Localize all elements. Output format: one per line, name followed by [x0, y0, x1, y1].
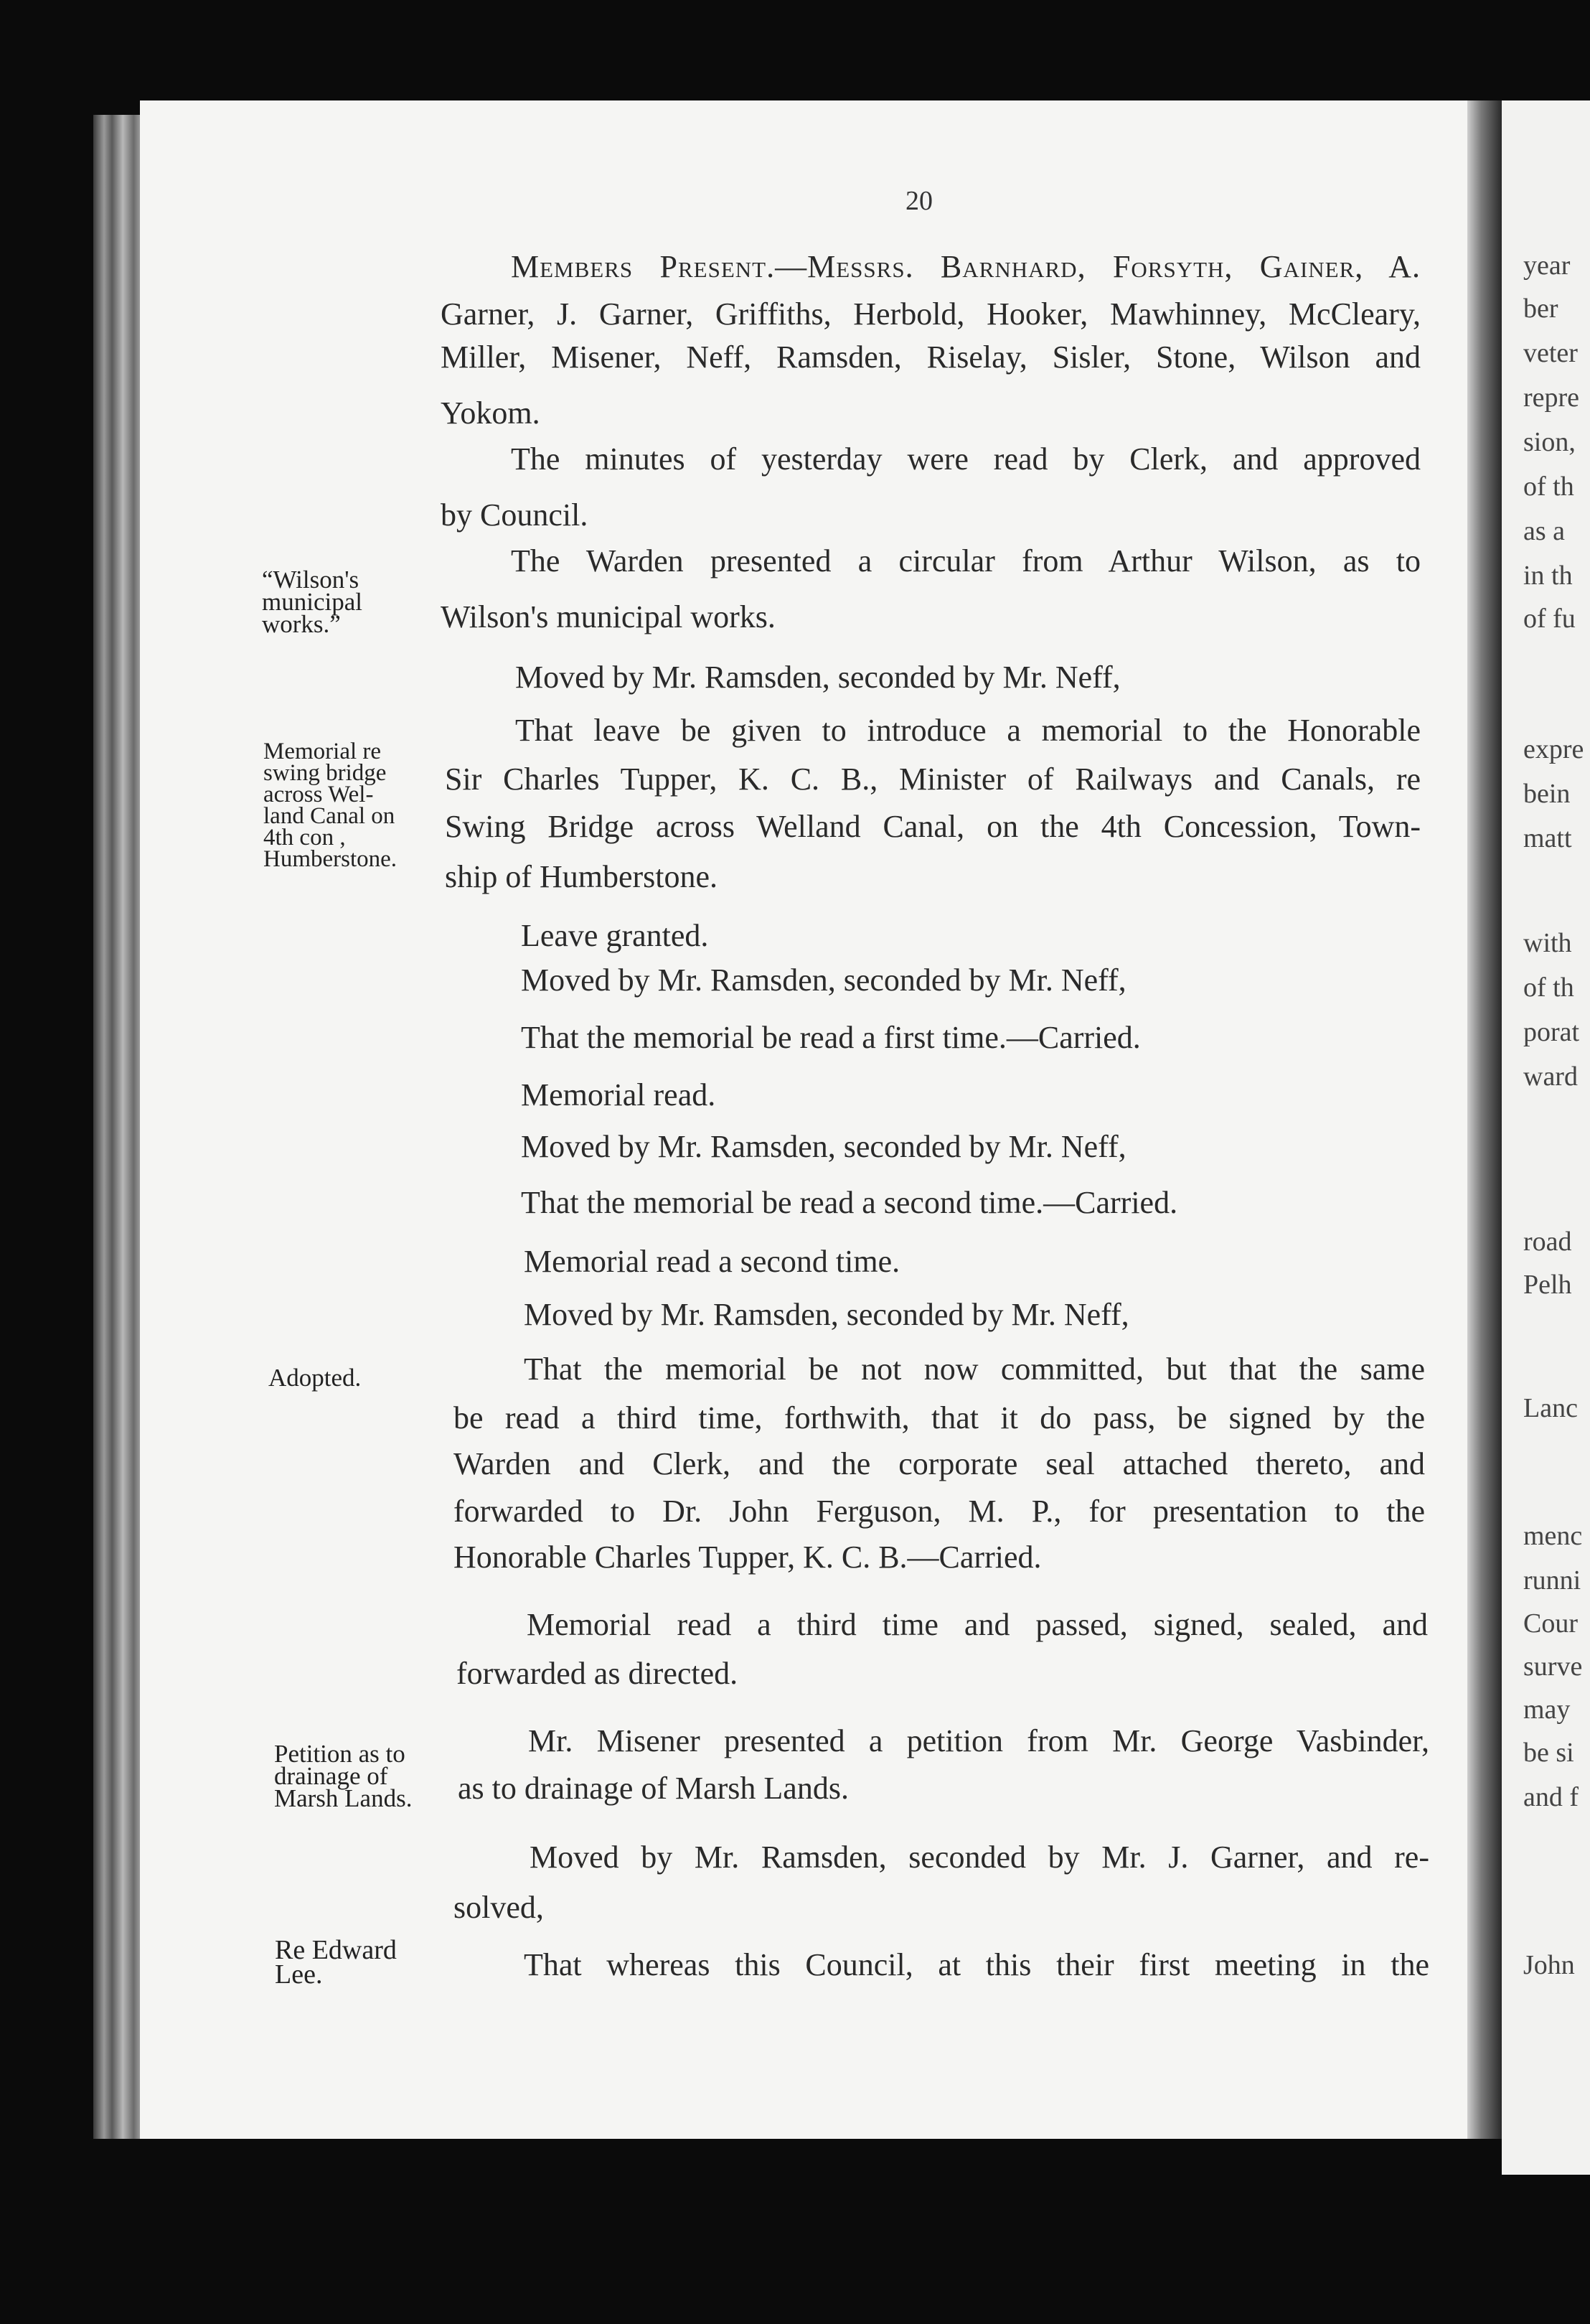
margin-note-petition: Petition as to drainage of Marsh Lands.	[274, 1740, 413, 1812]
margin-note-wilson: “Wilson's municipal works.”	[262, 566, 362, 638]
text-line: be read a third time, forthwith, that it do pass, be signed by the	[453, 1400, 1425, 1435]
margin-note-memorial-swing-bridge: Memorial re swing bridge across Wel- land Canal on 4th con , Humberstone.	[263, 739, 398, 872]
facing-fragment: Lanc	[1523, 1393, 1578, 1423]
facing-fragment: Cour	[1523, 1608, 1578, 1639]
facing-fragment: John	[1523, 1950, 1575, 1980]
text-line: The minutes of yesterday were read by Clerk, and approved	[511, 441, 1421, 477]
text-line: That the memorial be not now committed, but that the same	[524, 1351, 1425, 1387]
text-line: forwarded as directed.	[456, 1656, 738, 1691]
text-line: Moved by Mr. Ramsden, seconded by Mr. Neff,	[524, 1297, 1129, 1332]
text-line: That whereas this Council, at this their first meeting in the	[524, 1947, 1429, 1982]
facing-fragment: ward	[1523, 1062, 1578, 1092]
text-line: The Warden presented a circular from Arthur Wilson, as to	[511, 543, 1421, 578]
text-line: Moved by Mr. Ramsden, seconded by Mr. Neff,	[515, 660, 1121, 695]
text-line-members-present: Members Present.—Messrs. Barnhard, Forsyth, Gainer, A.	[511, 249, 1421, 284]
margin-note-adopted: Adopted.	[268, 1364, 362, 1392]
book-binding	[93, 115, 147, 2139]
facing-fragment: as a	[1523, 516, 1566, 546]
text-line: Memorial read a second time.	[524, 1244, 900, 1279]
text-line: ship of Humberstone.	[445, 859, 718, 894]
text-line: Swing Bridge across Welland Canal, on the 4th Concession, Town-	[445, 809, 1421, 844]
facing-fragment: sion,	[1523, 427, 1576, 457]
facing-fragment: bein	[1523, 779, 1571, 809]
text-line: forwarded to Dr. John Ferguson, M. P., for presentation to the	[453, 1494, 1425, 1529]
facing-fragment: of th	[1523, 472, 1574, 502]
text-line: Mr. Misener presented a petition from Mr. George Vasbinder,	[528, 1723, 1429, 1758]
text-line: Moved by Mr. Ramsden, seconded by Mr. Neff,	[521, 962, 1126, 998]
text-line: Warden and Clerk, and the corporate seal attached thereto, and	[453, 1446, 1425, 1481]
facing-fragment: menc	[1523, 1521, 1583, 1551]
facing-fragment: Pelh	[1523, 1270, 1572, 1300]
facing-fragment: veter	[1523, 338, 1578, 368]
facing-fragment: of th	[1523, 973, 1574, 1003]
facing-fragment: matt	[1523, 823, 1572, 853]
text-line: That the memorial be read a second time.—Carried.	[521, 1185, 1178, 1220]
facing-fragment: year	[1523, 250, 1571, 281]
text-line: Wilson's municipal works.	[441, 599, 776, 634]
text-line: as to drainage of Marsh Lands.	[458, 1771, 849, 1806]
text-line: Leave granted.	[521, 918, 709, 953]
facing-fragment: ber	[1523, 294, 1558, 324]
book-page	[140, 100, 1467, 2139]
text-line: Garner, J. Garner, Griffiths, Herbold, Hooker, Mawhinney, McCleary,	[441, 296, 1421, 332]
facing-fragment: may	[1523, 1695, 1571, 1725]
text-line: Moved by Mr. Ramsden, seconded by Mr. J. Garner, and re-	[530, 1840, 1429, 1875]
facing-fragment: expre	[1523, 734, 1584, 764]
facing-fragment: runni	[1523, 1565, 1581, 1596]
text-line: Sir Charles Tupper, K. C. B., Minister of Railways and Canals, re	[445, 762, 1421, 797]
facing-fragment: road	[1523, 1227, 1572, 1257]
facing-fragment: surve	[1523, 1651, 1583, 1682]
text-line: That the memorial be read a first time.—Carried.	[521, 1020, 1141, 1055]
text-line: Memorial read a third time and passed, signed, sealed, and	[527, 1607, 1428, 1642]
text-line: by Council.	[441, 497, 588, 533]
text-line: Miller, Misener, Neff, Ramsden, Riselay, Sisler, Stone, Wilson and	[441, 339, 1421, 375]
text-line: That leave be given to introduce a memorial to the Honorable	[515, 713, 1421, 748]
facing-fragment: and f	[1523, 1782, 1579, 1812]
text-line: Moved by Mr. Ramsden, seconded by Mr. Neff,	[521, 1129, 1126, 1164]
facing-fragment: be si	[1523, 1738, 1574, 1768]
facing-fragment: with	[1523, 928, 1572, 958]
facing-page	[1502, 100, 1590, 2175]
page-gutter	[1467, 100, 1502, 2139]
margin-note-re-edward-lee: Re Edward Lee.	[275, 1935, 397, 1990]
facing-fragment: porat	[1523, 1017, 1580, 1047]
facing-fragment: of fu	[1523, 604, 1576, 634]
text-line: Yokom.	[441, 395, 540, 431]
facing-fragment: in th	[1523, 561, 1573, 591]
text-line: Memorial read.	[521, 1077, 716, 1112]
text-line: Honorable Charles Tupper, K. C. B.—Carried.	[453, 1540, 1042, 1575]
page-number: 20	[905, 186, 933, 216]
facing-fragment: repre	[1523, 383, 1580, 413]
text-line: solved,	[453, 1890, 544, 1925]
